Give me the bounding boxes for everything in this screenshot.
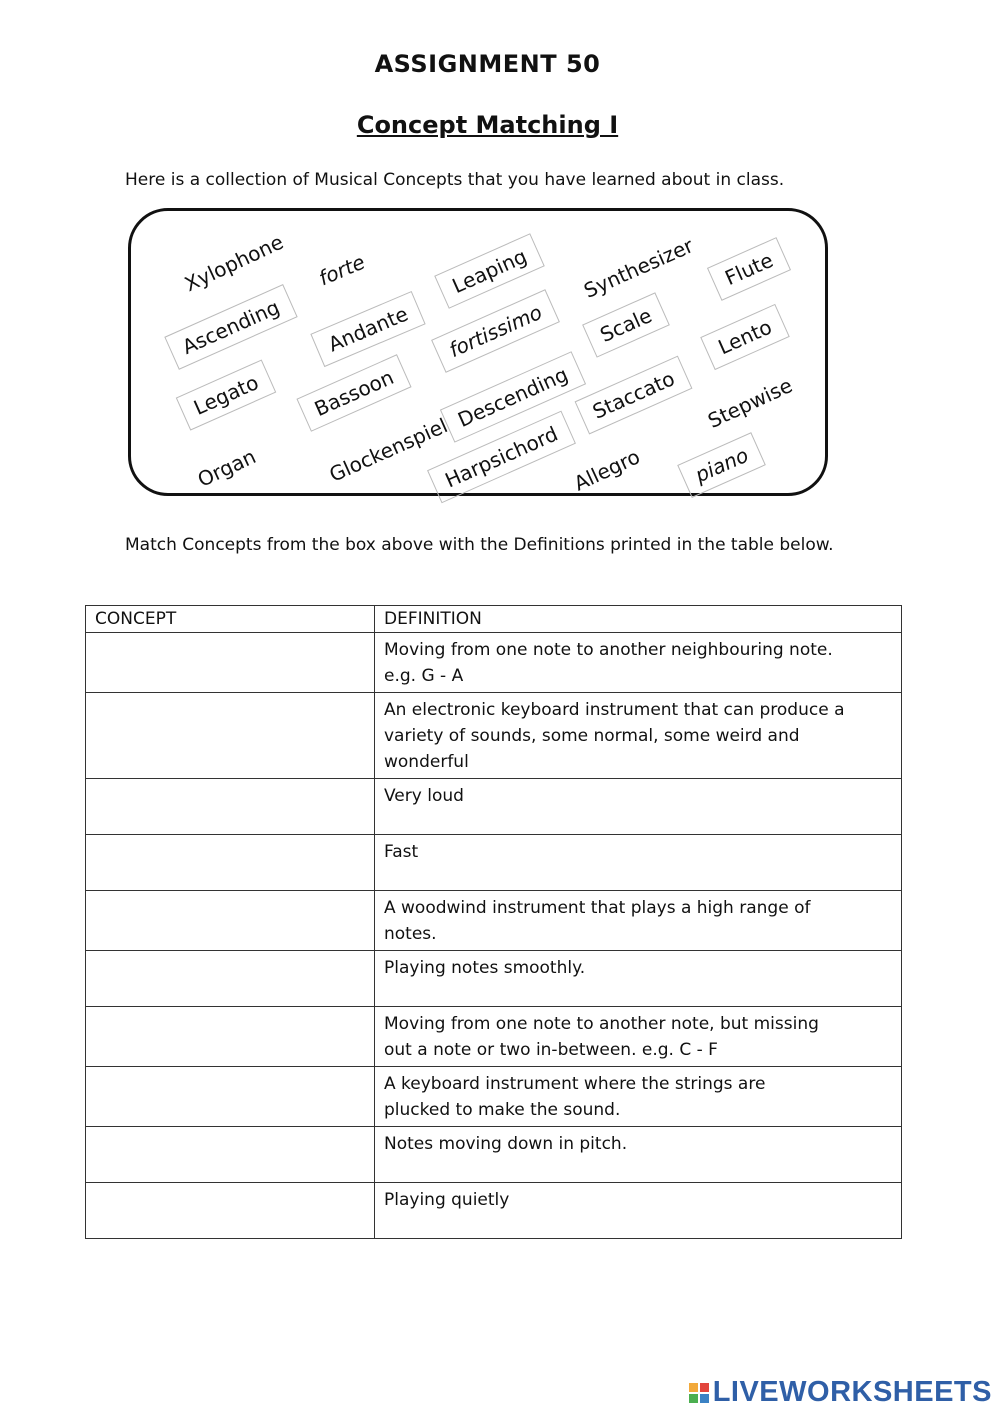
logo-square xyxy=(689,1394,698,1403)
table-row xyxy=(86,1007,902,1067)
concept-answer-cell[interactable] xyxy=(86,835,375,891)
page-subtitle: Concept Matching I xyxy=(356,111,619,139)
concept-answer-cell[interactable] xyxy=(86,693,375,779)
concept-word: Synthesizer xyxy=(580,233,697,303)
table-row xyxy=(86,693,902,779)
concept-answer-cell[interactable] xyxy=(86,1007,375,1067)
concept-word: Xylophone xyxy=(180,229,288,297)
definition-cell: Notes moving down in pitch. xyxy=(375,1127,902,1183)
concept-answer-cell[interactable] xyxy=(86,1183,375,1239)
table-row xyxy=(86,951,902,1007)
table-row xyxy=(86,1127,902,1183)
concept-word: Andante xyxy=(310,291,425,367)
matching-table xyxy=(85,605,902,1239)
concept-word: Organ xyxy=(193,444,260,492)
definition-cell: Moving from one note to another neighbouring note. e.g. G - A xyxy=(375,633,902,693)
concept-answer-cell[interactable] xyxy=(86,891,375,951)
definition-cell: Moving from one note to another note, but missing out a note or two in-between. e.g. C - F xyxy=(375,1007,902,1067)
logo-square xyxy=(689,1383,698,1392)
intro-text: Here is a collection of Musical Concepts that you have learned about in class. xyxy=(125,170,785,190)
logo-square xyxy=(700,1394,709,1403)
table-row xyxy=(86,1183,902,1239)
concept-word: piano xyxy=(677,432,766,498)
concept-word: Flute xyxy=(707,237,791,301)
concept-answer-cell[interactable] xyxy=(86,633,375,693)
concept-word: Staccato xyxy=(575,356,693,435)
definition-cell: Playing notes smoothly. xyxy=(375,951,902,1007)
concept-answer-cell[interactable] xyxy=(86,1127,375,1183)
logo-square xyxy=(700,1383,709,1392)
definition-cell: An electronic keyboard instrument that can produce a variety of sounds, some normal, some weird and wonderful xyxy=(375,693,902,779)
table-row xyxy=(86,891,902,951)
definition-cell: Fast xyxy=(375,835,902,891)
instruction-text: Match Concepts from the box above with the Definitions printed in the table below. xyxy=(125,535,834,555)
definition-cell: A keyboard instrument where the strings are plucked to make the sound. xyxy=(375,1067,902,1127)
concept-word: Harpsichord xyxy=(427,411,576,504)
concept-box xyxy=(128,208,828,496)
definition-cell: Playing quietly xyxy=(375,1183,902,1239)
table-header-row xyxy=(86,606,902,633)
definition-cell: A woodwind instrument that plays a high range of notes. xyxy=(375,891,902,951)
concept-word: Scale xyxy=(582,292,670,357)
concept-word: fortissimo xyxy=(431,289,560,373)
concept-answer-cell[interactable] xyxy=(86,951,375,1007)
concept-answer-cell[interactable] xyxy=(86,779,375,835)
definition-column-header: DEFINITION xyxy=(375,606,902,633)
concept-word: forte xyxy=(315,249,369,291)
table-row xyxy=(86,1067,902,1127)
concept-word: Leaping xyxy=(434,233,545,309)
definition-cell: Very loud xyxy=(375,779,902,835)
concept-column-header: CONCEPT xyxy=(86,606,375,633)
concept-word: Descending xyxy=(440,351,586,442)
table-row xyxy=(86,779,902,835)
concept-word: Ascending xyxy=(164,284,297,370)
concept-answer-cell[interactable] xyxy=(86,1067,375,1127)
concept-word: Lento xyxy=(700,304,789,370)
concept-word: Allegro xyxy=(570,444,644,496)
page-title: ASSIGNMENT 50 xyxy=(374,50,601,78)
concept-word: Glockenspiel xyxy=(325,413,452,487)
logo-text: LIVEWORKSHEETS xyxy=(712,1376,992,1408)
logo-grid-icon xyxy=(689,1383,709,1403)
concept-word: Bassoon xyxy=(296,354,411,432)
concept-word: Legato xyxy=(176,359,277,430)
concept-word: Stepwise xyxy=(704,373,797,433)
liveworksheets-logo[interactable] xyxy=(689,1376,992,1409)
table-row xyxy=(86,835,902,891)
table-row xyxy=(86,633,902,693)
